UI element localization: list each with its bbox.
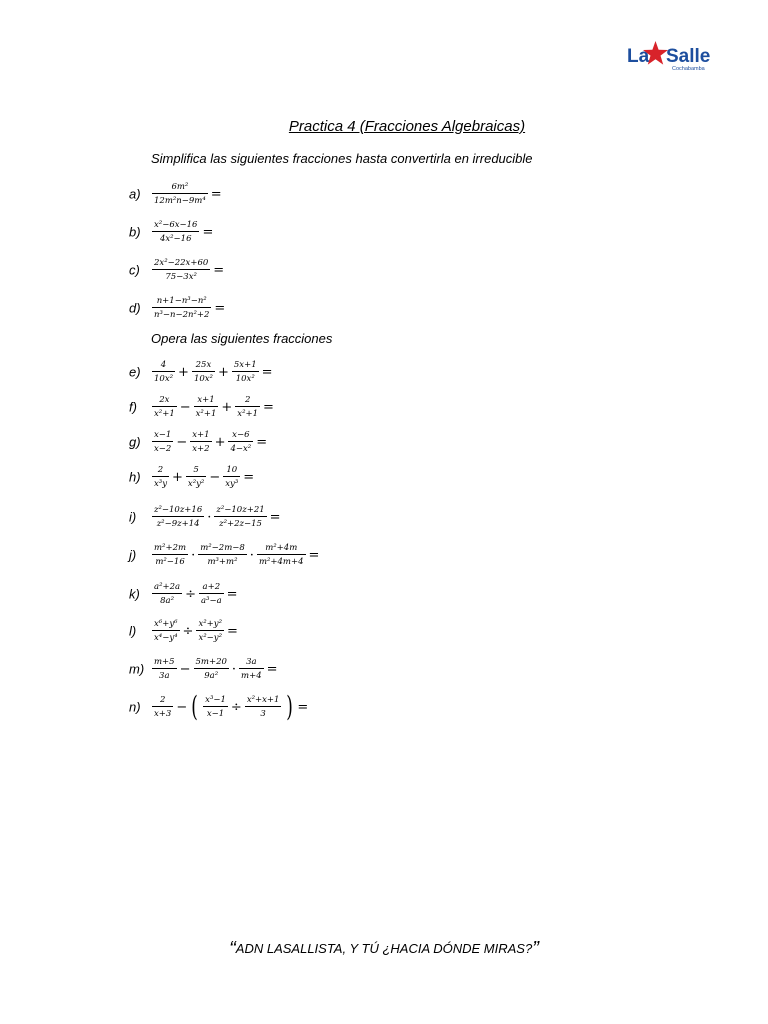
expression bbox=[150, 182, 223, 206]
denominator: m+4 bbox=[241, 671, 262, 681]
numerator: 5m+20 bbox=[195, 657, 227, 667]
numerator: n+1−n³−n² bbox=[156, 296, 207, 306]
numerator: m²−2m−8 bbox=[200, 543, 245, 553]
denominator: 3a bbox=[159, 671, 170, 681]
problem-label: j) bbox=[129, 547, 137, 563]
operator: + bbox=[178, 364, 189, 380]
expression bbox=[150, 395, 275, 419]
fraction bbox=[199, 582, 224, 606]
problem-label: i) bbox=[129, 509, 137, 525]
denominator: 4−x² bbox=[230, 444, 252, 454]
fraction bbox=[152, 465, 169, 489]
problem-h bbox=[129, 460, 729, 494]
instruction-operate: Opera las siguientes fracciones bbox=[151, 331, 333, 346]
operator: = bbox=[202, 224, 214, 240]
fraction bbox=[196, 619, 224, 643]
problem-b bbox=[129, 215, 729, 249]
numerator: 2 bbox=[244, 395, 251, 405]
motto-text: ADN LASALLISTA, Y TÚ ¿HACIA DÓNDE MIRAS? bbox=[235, 941, 533, 956]
denominator: m³+m² bbox=[207, 557, 238, 567]
denominator: x−1 bbox=[206, 709, 225, 719]
problem-label: a) bbox=[129, 186, 141, 202]
operator: − bbox=[176, 434, 188, 450]
fraction bbox=[257, 543, 306, 567]
fraction bbox=[198, 543, 247, 567]
logo-subtitle: Cochabamba bbox=[672, 66, 705, 72]
problem-label: g) bbox=[129, 434, 141, 450]
operator: · bbox=[231, 661, 237, 677]
denominator: m²+4m+4 bbox=[258, 557, 304, 567]
problem-l bbox=[129, 614, 729, 648]
la-salle-logo bbox=[626, 38, 712, 74]
numerator: 5x+1 bbox=[233, 360, 257, 370]
numerator: x−6 bbox=[232, 430, 250, 440]
numerator: x⁶+y⁶ bbox=[154, 619, 178, 629]
fraction bbox=[186, 465, 206, 489]
operator: − bbox=[179, 661, 191, 677]
fraction bbox=[245, 695, 282, 719]
numerator: z²−10z+21 bbox=[216, 505, 265, 515]
numerator: 3a bbox=[246, 657, 257, 667]
problem-label: d) bbox=[129, 300, 141, 316]
fraction bbox=[152, 582, 182, 606]
problem-d bbox=[129, 291, 729, 325]
operator: = bbox=[210, 186, 222, 202]
problem-f bbox=[129, 390, 729, 424]
problem-k bbox=[129, 577, 729, 611]
operator: − bbox=[176, 699, 188, 715]
operator: = bbox=[226, 586, 238, 602]
fraction bbox=[194, 395, 219, 419]
operator: = bbox=[308, 547, 320, 563]
operator: − bbox=[209, 469, 221, 485]
fraction bbox=[152, 543, 188, 567]
operator: + bbox=[172, 469, 183, 485]
problem-m bbox=[129, 652, 729, 686]
problem-label: e) bbox=[129, 364, 141, 380]
expression bbox=[150, 690, 309, 723]
numerator: 2x bbox=[159, 395, 170, 405]
expression bbox=[150, 296, 226, 320]
motto-close-quote: ” bbox=[532, 938, 539, 960]
problem-label: f) bbox=[129, 399, 137, 415]
numerator: x²+x+1 bbox=[246, 695, 280, 705]
operator: = bbox=[214, 300, 226, 316]
numerator: z²−10z+16 bbox=[154, 505, 203, 515]
problem-n bbox=[129, 690, 729, 724]
denominator: a³−a bbox=[200, 596, 222, 606]
numerator: m²+4m bbox=[265, 543, 298, 553]
fraction bbox=[152, 695, 173, 719]
denominator: m²−16 bbox=[155, 557, 185, 567]
denominator: x²+1 bbox=[195, 409, 217, 419]
denominator: 75−3x² bbox=[165, 272, 197, 282]
expression bbox=[150, 582, 239, 606]
logo-salle: Salle bbox=[666, 46, 711, 67]
denominator: x−2 bbox=[154, 444, 172, 454]
numerator: x−1 bbox=[154, 430, 172, 440]
operator: · bbox=[207, 509, 212, 525]
problem-j bbox=[129, 538, 729, 572]
denominator: z²+2z−15 bbox=[219, 519, 262, 529]
numerator: m²+2m bbox=[154, 543, 187, 553]
instruction-simplify: Simplifica las siguientes fracciones hasta convertirla en irreducible bbox=[151, 151, 533, 166]
numerator: 5 bbox=[193, 465, 199, 475]
la-salle-logo-graphic bbox=[626, 38, 712, 74]
problem-a bbox=[129, 177, 729, 211]
expression bbox=[150, 430, 268, 454]
expression bbox=[150, 360, 274, 384]
operator: · bbox=[191, 547, 196, 563]
denominator: 10x² bbox=[235, 374, 255, 384]
fraction bbox=[152, 220, 199, 244]
fraction bbox=[190, 430, 211, 454]
denominator: x²+1 bbox=[237, 409, 259, 419]
fraction bbox=[152, 258, 210, 282]
denominator: x²+1 bbox=[154, 409, 175, 419]
denominator: 10x² bbox=[193, 374, 213, 384]
expression bbox=[150, 657, 279, 681]
numerator: x²+y² bbox=[198, 619, 222, 629]
fraction bbox=[152, 360, 175, 384]
fraction bbox=[235, 395, 260, 419]
expression bbox=[150, 220, 214, 244]
problem-label: m) bbox=[129, 661, 145, 677]
numerator: 2 bbox=[157, 465, 164, 475]
numerator: x+1 bbox=[197, 395, 215, 405]
denominator: x+2 bbox=[192, 444, 210, 454]
operator: ÷ bbox=[182, 623, 194, 639]
numerator: 2 bbox=[159, 695, 166, 705]
denominator: z²−9z+14 bbox=[156, 519, 200, 529]
expression bbox=[150, 505, 282, 529]
logo-la: La bbox=[627, 46, 650, 67]
operator: + bbox=[214, 434, 226, 450]
denominator: n³−n−2n²+2 bbox=[154, 310, 210, 320]
parenthesis: ( bbox=[191, 690, 198, 723]
denominator: x³y bbox=[154, 479, 168, 489]
problem-g bbox=[129, 425, 729, 459]
problem-label: k) bbox=[129, 586, 140, 602]
numerator: x³−1 bbox=[205, 695, 226, 705]
fraction bbox=[152, 182, 208, 206]
problem-e bbox=[129, 355, 729, 389]
fraction bbox=[223, 465, 240, 489]
numerator: x+1 bbox=[192, 430, 210, 440]
fraction bbox=[203, 695, 228, 719]
denominator: 12m²n−9m⁴ bbox=[154, 196, 206, 206]
numerator: a+2 bbox=[202, 582, 221, 592]
fraction bbox=[152, 395, 177, 419]
fraction bbox=[152, 619, 180, 643]
denominator: 4x²−16 bbox=[159, 234, 192, 244]
problem-label: h) bbox=[129, 469, 141, 485]
fraction bbox=[192, 360, 215, 384]
operator: = bbox=[227, 623, 238, 639]
motto bbox=[0, 938, 768, 961]
numerator: a²+2a bbox=[154, 582, 181, 592]
expression bbox=[150, 543, 320, 567]
denominator: 8a² bbox=[160, 596, 174, 606]
numerator: x²−6x−16 bbox=[154, 220, 198, 230]
fraction bbox=[228, 430, 253, 454]
operator: − bbox=[179, 399, 191, 415]
fraction bbox=[152, 296, 211, 320]
operator: = bbox=[213, 262, 225, 278]
fraction bbox=[152, 505, 204, 529]
operator: + bbox=[221, 399, 233, 415]
operator: + bbox=[217, 364, 229, 380]
denominator: xy³ bbox=[225, 479, 239, 489]
fraction bbox=[194, 657, 229, 681]
operator: = bbox=[263, 399, 274, 415]
operator: = bbox=[243, 469, 255, 485]
numerator: 4 bbox=[160, 360, 167, 370]
page-title: Practica 4 (Fracciones Algebraicas) bbox=[288, 118, 526, 135]
operator: = bbox=[266, 661, 278, 677]
operator: · bbox=[249, 547, 254, 563]
operator: = bbox=[269, 509, 281, 525]
problem-label: n) bbox=[129, 699, 141, 715]
denominator: 10x² bbox=[154, 374, 174, 384]
numerator: 2x²−22x+60 bbox=[154, 258, 209, 268]
expression bbox=[150, 258, 225, 282]
operator: = bbox=[256, 434, 268, 450]
problem-label: b) bbox=[129, 224, 141, 240]
problem-i bbox=[129, 500, 729, 534]
motto-open-quote: “ bbox=[229, 938, 236, 960]
fraction bbox=[152, 430, 173, 454]
problem-label: c) bbox=[129, 262, 140, 278]
operator: = bbox=[297, 699, 309, 715]
fraction bbox=[214, 505, 266, 529]
operator: = bbox=[261, 364, 273, 380]
expression bbox=[150, 465, 255, 489]
parenthesis: ) bbox=[286, 690, 294, 723]
expression bbox=[150, 619, 239, 643]
fraction bbox=[239, 657, 264, 681]
numerator: 25x bbox=[195, 360, 212, 370]
denominator: x²y² bbox=[187, 479, 205, 489]
denominator: 3 bbox=[260, 709, 266, 719]
fraction bbox=[232, 360, 259, 384]
numerator: 10 bbox=[226, 465, 238, 475]
operator: ÷ bbox=[185, 586, 196, 602]
denominator: 9a² bbox=[204, 671, 219, 681]
denominator: x+3 bbox=[154, 709, 172, 719]
fraction bbox=[152, 657, 177, 681]
problem-c bbox=[129, 253, 729, 287]
problem-label: l) bbox=[129, 623, 137, 639]
denominator: x⁴−y⁴ bbox=[154, 633, 178, 643]
numerator: m+5 bbox=[154, 657, 175, 667]
denominator: x²−y² bbox=[198, 633, 222, 643]
operator: ÷ bbox=[230, 699, 242, 715]
numerator: 6m² bbox=[171, 182, 189, 192]
